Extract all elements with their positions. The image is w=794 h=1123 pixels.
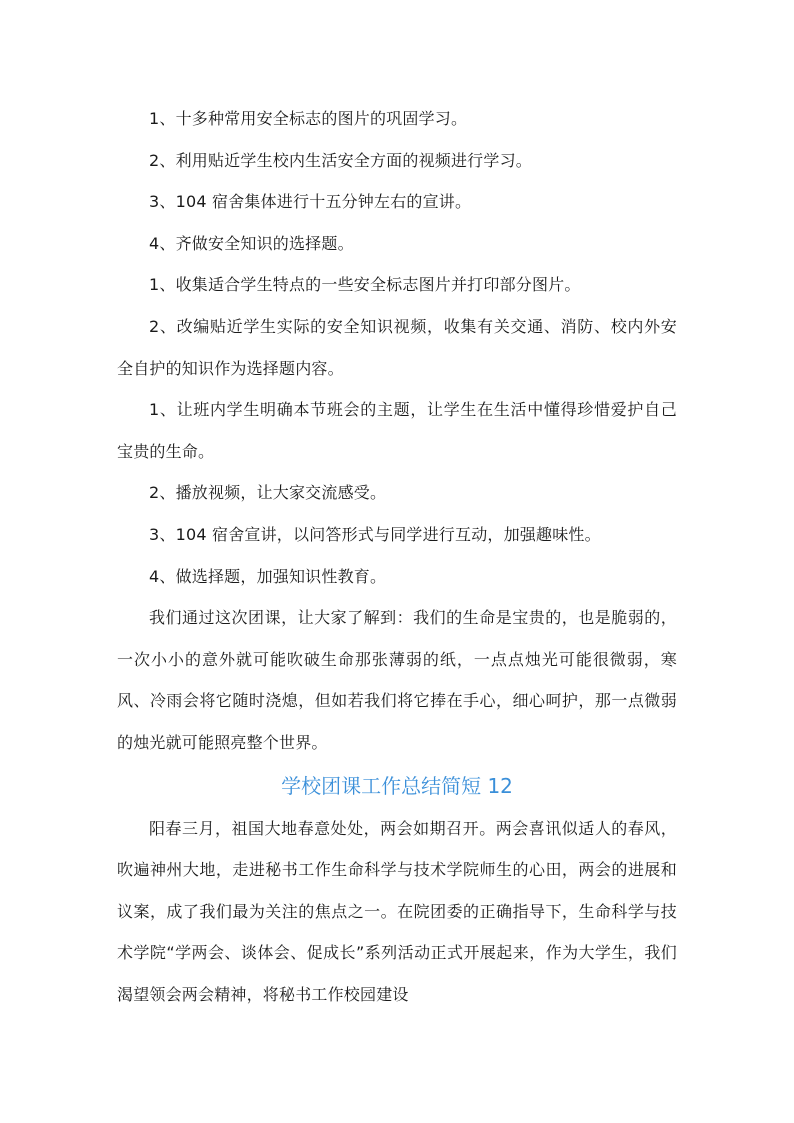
paragraph-item-7: 1、让班内学生明确本节班会的主题，让学生在生活中懂得珍惜爱护自己宝贵的生命。	[117, 400, 677, 461]
section-heading: 学校团课工作总结简短 12	[281, 773, 513, 798]
paragraph-item-9: 3、104 宿舍宣讲，以问答形式与同学进行互动，加强趣味性。	[149, 524, 601, 544]
paragraph-item-6: 2、改编贴近学生实际的安全知识视频，收集有关交通、消防、校内外安全自护的知识作为选择题内容。	[117, 316, 677, 378]
paragraph-item-10: 4、做选择题，加强知识性教育。	[149, 566, 387, 586]
document-body	[117, 98, 677, 1015]
paragraph-item-8: 2、播放视频，让大家交流感受。	[149, 483, 387, 503]
paragraph-item-5: 1、收集适合学生特点的一些安全标志图片并打印部分图片。	[149, 275, 581, 295]
paragraph-item-1: 1、十多种常用安全标志的图片的巩固学习。	[149, 109, 468, 128]
section-paragraph-1: 阳春三月，祖国大地春意处处，两会如期召开。两会喜讯似适人的春风，吹遍神州大地，走进秘书工作生命科学与技术学院师生的心田，两会的进展和议案，成了我们最为关注的焦点之一。在院团委的正确指导下，生命科学与技术学院“学两会、谈体会、促成长”系列活动正式开展起来，作为大学生，我们渴望领会两会精神，将秘书工作校园建设	[117, 818, 677, 1004]
paragraph-item-3: 3、104 宿舍集体进行十五分钟左右的宣讲。	[149, 192, 472, 212]
paragraph-item-2: 2、利用贴近学生校内生活安全方面的视频进行学习。	[149, 150, 532, 170]
summary-paragraph: 我们通过这次团课，让大家了解到：我们的生命是宝贵的，也是脆弱的，一次小小的意外就可能吹破生命那张薄弱的纸，一点点烛光可能很微弱，寒风、冷雨会将它随时浇熄，但如若我们将它捧在手心，细心呵护，那一点微弱的烛光就可能照亮整个世界。	[117, 608, 677, 752]
paragraph-item-4: 4、齐做安全知识的选择题。	[149, 233, 354, 253]
